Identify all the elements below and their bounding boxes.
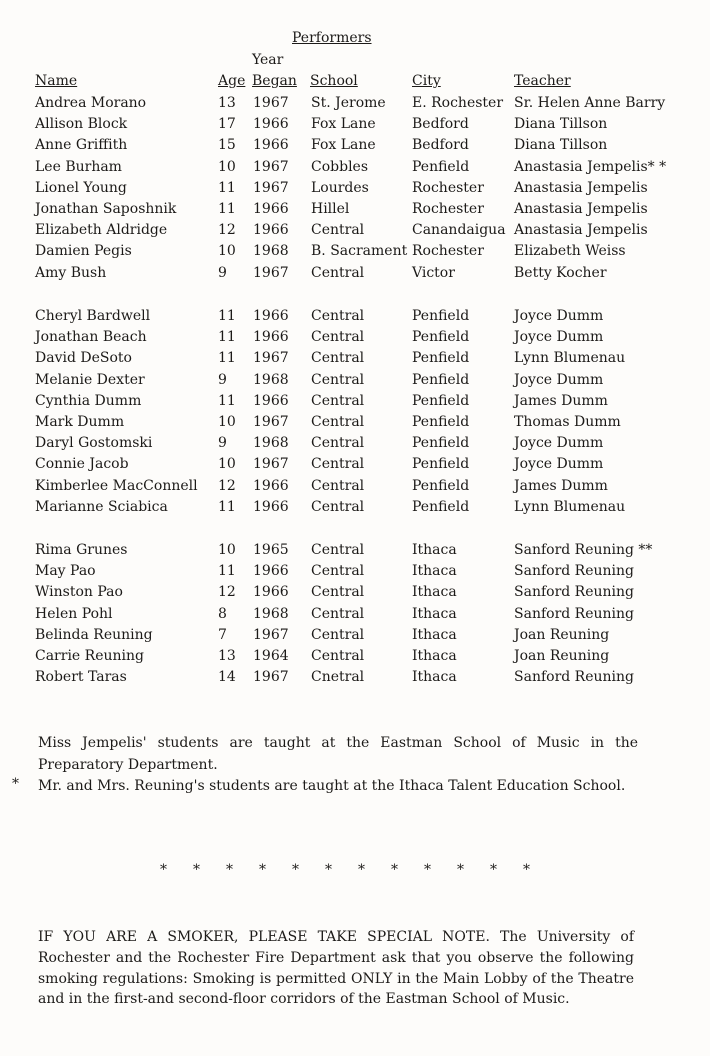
cell-age: 11 bbox=[218, 201, 236, 217]
cell-school: Lourdes bbox=[311, 179, 369, 196]
table-row bbox=[0, 414, 710, 435]
cell-school: B. Sacrament bbox=[311, 243, 408, 260]
cell-year: 1968 bbox=[253, 371, 289, 388]
cell-year: 1966 bbox=[253, 201, 289, 217]
cell-school: Central bbox=[311, 222, 365, 239]
cell-school: Central bbox=[311, 371, 365, 388]
cell-age: 11 bbox=[218, 308, 236, 324]
table-row bbox=[0, 222, 710, 243]
cell-teacher: Joyce Dumm bbox=[514, 456, 604, 473]
cell-year: 1966 bbox=[253, 308, 289, 324]
cell-school: Cnetral bbox=[311, 669, 365, 686]
cell-year: 1968 bbox=[253, 605, 289, 622]
cell-name: Andrea Morano bbox=[35, 95, 147, 111]
cell-city: Ithaca bbox=[412, 669, 457, 686]
cell-name: Allison Block bbox=[35, 116, 128, 133]
cell-year: 1967 bbox=[253, 456, 289, 473]
header-school: School bbox=[310, 73, 358, 89]
cell-city: Canandaigua bbox=[412, 222, 506, 239]
cell-teacher: Sanford Reuning bbox=[514, 605, 634, 622]
cell-year: 1968 bbox=[253, 243, 289, 260]
separator-star: * bbox=[292, 862, 299, 878]
cell-name: Anne Griffith bbox=[35, 137, 128, 154]
cell-age: 10 bbox=[218, 243, 236, 260]
cell-city: Penfield bbox=[412, 414, 470, 430]
table-row bbox=[0, 478, 710, 499]
separator-star: * bbox=[358, 862, 365, 878]
cell-city: Bedford bbox=[412, 137, 469, 154]
table-row bbox=[0, 435, 710, 456]
cell-year: 1967 bbox=[253, 350, 289, 367]
cell-name: May Pao bbox=[35, 563, 96, 580]
table-row bbox=[0, 372, 710, 393]
cell-teacher: Lynn Blumenau bbox=[514, 498, 626, 515]
cell-age: 11 bbox=[218, 350, 236, 367]
cell-school: Central bbox=[311, 329, 365, 346]
separator-star: * bbox=[226, 862, 233, 878]
cell-name: Lee Burham bbox=[35, 158, 122, 175]
cell-age: 15 bbox=[218, 137, 236, 154]
cell-city: Victor bbox=[412, 264, 455, 281]
cell-teacher: Joyce Dumm bbox=[514, 308, 604, 324]
cell-age: 12 bbox=[218, 222, 236, 239]
separator-star: * bbox=[457, 862, 464, 878]
cell-city: Rochester bbox=[412, 243, 484, 260]
cell-teacher: Diana Tillson bbox=[514, 137, 608, 154]
cell-age: 11 bbox=[218, 179, 236, 196]
cell-age: 9 bbox=[218, 435, 227, 452]
cell-city: Penfield bbox=[412, 158, 470, 175]
separator-star: * bbox=[259, 862, 266, 878]
cell-teacher: James Dumm bbox=[514, 477, 608, 494]
cell-name: Damien Pegis bbox=[35, 243, 132, 260]
cell-age: 17 bbox=[218, 116, 236, 133]
cell-name: Mark Dumm bbox=[35, 414, 125, 430]
cell-name: Amy Bush bbox=[35, 264, 107, 281]
cell-name: Cheryl Bardwell bbox=[35, 308, 151, 324]
cell-name: Daryl Gostomski bbox=[35, 435, 153, 452]
cell-year: 1966 bbox=[253, 498, 289, 515]
table-row bbox=[0, 499, 710, 520]
cell-school: Central bbox=[311, 350, 365, 367]
cell-age: 11 bbox=[218, 498, 236, 515]
separator-star: * bbox=[424, 862, 431, 878]
cell-city: Ithaca bbox=[412, 648, 457, 664]
cell-school: Hillel bbox=[311, 201, 350, 217]
cell-year: 1966 bbox=[253, 477, 289, 494]
cell-age: 7 bbox=[218, 626, 227, 643]
star-separator bbox=[160, 862, 530, 878]
cell-age: 11 bbox=[218, 329, 236, 346]
cell-teacher: Betty Kocher bbox=[514, 264, 607, 281]
table-row bbox=[0, 116, 710, 137]
cell-school: Central bbox=[311, 542, 365, 558]
cell-city: Ithaca bbox=[412, 563, 457, 580]
cell-city: Penfield bbox=[412, 498, 470, 515]
cell-school: Central bbox=[311, 392, 365, 409]
page-title: Performers bbox=[292, 30, 372, 46]
header-name: Name bbox=[35, 73, 78, 89]
header-age: Age bbox=[218, 73, 246, 89]
cell-year: 1967 bbox=[253, 264, 289, 281]
cell-name: Cynthia Dumm bbox=[35, 392, 142, 409]
table-row bbox=[0, 329, 710, 350]
note-jempelis: Miss Jempelis' students are taught at the Eastman School of Music in the Preparatory Department. bbox=[38, 735, 638, 773]
cell-school: Central bbox=[311, 414, 365, 430]
table-row bbox=[0, 308, 710, 329]
cell-city: Penfield bbox=[412, 456, 470, 473]
cell-year: 1966 bbox=[253, 563, 289, 580]
separator-star: * bbox=[523, 862, 530, 878]
cell-teacher: Joyce Dumm bbox=[514, 435, 604, 452]
cell-teacher: Anastasia Jempelis bbox=[514, 222, 648, 239]
cell-year: 1967 bbox=[253, 626, 289, 643]
cell-age: 11 bbox=[218, 392, 236, 409]
cell-year: 1966 bbox=[253, 329, 289, 346]
cell-teacher: Joyce Dumm bbox=[514, 329, 604, 346]
cell-name: Helen Pohl bbox=[35, 605, 113, 622]
cell-name: Rima Grunes bbox=[35, 542, 128, 558]
cell-city: Penfield bbox=[412, 350, 470, 367]
cell-school: Central bbox=[311, 456, 365, 473]
cell-age: 12 bbox=[218, 477, 236, 494]
cell-name: Connie Jacob bbox=[35, 456, 129, 473]
cell-age: 10 bbox=[218, 456, 236, 473]
cell-school: Central bbox=[311, 477, 365, 494]
cell-teacher: Anastasia Jempelis bbox=[514, 201, 648, 217]
cell-year: 1966 bbox=[253, 137, 289, 154]
cell-name: Elizabeth Aldridge bbox=[35, 222, 168, 239]
cell-city: Bedford bbox=[412, 116, 469, 133]
cell-teacher: Anastasia Jempelis bbox=[514, 179, 648, 196]
cell-age: 9 bbox=[218, 371, 227, 388]
table-row bbox=[0, 159, 710, 180]
cell-city: Rochester bbox=[412, 179, 484, 196]
header-year-began: Began bbox=[252, 73, 297, 89]
header-teacher: Teacher bbox=[514, 73, 571, 89]
cell-city: Ithaca bbox=[412, 542, 457, 558]
cell-age: 12 bbox=[218, 584, 236, 601]
cell-teacher: Joan Reuning bbox=[514, 648, 610, 664]
cell-year: 1968 bbox=[253, 435, 289, 452]
cell-teacher: James Dumm bbox=[514, 392, 608, 409]
cell-teacher: Joyce Dumm bbox=[514, 371, 604, 388]
cell-year: 1966 bbox=[253, 584, 289, 601]
cell-city: Penfield bbox=[412, 308, 470, 324]
cell-city: Ithaca bbox=[412, 626, 457, 643]
cell-age: 8 bbox=[218, 605, 227, 622]
cell-teacher: Diana Tillson bbox=[514, 116, 608, 133]
cell-city: Ithaca bbox=[412, 584, 457, 601]
cell-city: Rochester bbox=[412, 201, 484, 217]
cell-year: 1966 bbox=[253, 116, 289, 133]
cell-school: Fox Lane bbox=[311, 116, 376, 133]
note-marker: * bbox=[12, 776, 19, 792]
cell-name: Belinda Reuning bbox=[35, 626, 153, 643]
cell-city: Ithaca bbox=[412, 605, 457, 622]
table-row bbox=[0, 669, 710, 690]
cell-name: Robert Taras bbox=[35, 669, 127, 686]
cell-school: Central bbox=[311, 563, 365, 580]
cell-year: 1966 bbox=[253, 222, 289, 239]
cell-city: E. Rochester bbox=[412, 95, 504, 111]
cell-year: 1967 bbox=[253, 95, 289, 111]
cell-age: 14 bbox=[218, 669, 236, 686]
cell-teacher: Joan Reuning bbox=[514, 626, 610, 643]
cell-teacher: Elizabeth Weiss bbox=[514, 243, 626, 260]
cell-name: Jonathan Saposhnik bbox=[35, 201, 177, 217]
cell-age: 13 bbox=[218, 95, 236, 111]
cell-name: Jonathan Beach bbox=[35, 329, 147, 346]
cell-name: Winston Pao bbox=[35, 584, 123, 601]
separator-star: * bbox=[325, 862, 332, 878]
cell-age: 13 bbox=[218, 648, 236, 664]
cell-teacher: Sanford Reuning bbox=[514, 563, 634, 580]
table-row bbox=[0, 627, 710, 648]
year-header-label: Year bbox=[252, 52, 284, 68]
table-row bbox=[0, 542, 710, 563]
cell-age: 10 bbox=[218, 414, 236, 430]
cell-city: Penfield bbox=[412, 435, 470, 452]
cell-city: Penfield bbox=[412, 371, 470, 388]
cell-teacher: Lynn Blumenau bbox=[514, 350, 626, 367]
cell-age: 10 bbox=[218, 158, 236, 175]
cell-school: Central bbox=[311, 308, 365, 324]
table-row bbox=[0, 350, 710, 371]
table-row bbox=[0, 584, 710, 605]
cell-school: Central bbox=[311, 498, 365, 515]
cell-school: Central bbox=[311, 264, 365, 281]
cell-school: Central bbox=[311, 605, 365, 622]
table-row bbox=[0, 95, 710, 116]
cell-school: Central bbox=[311, 626, 365, 643]
table-row bbox=[0, 180, 710, 201]
header-city: City bbox=[412, 73, 441, 89]
note-reuning: Mr. and Mrs. Reuning's students are taught at the Ithaca Talent Education School. bbox=[38, 778, 626, 794]
cell-teacher: Anastasia Jempelis* * bbox=[514, 158, 667, 175]
cell-name: Lionel Young bbox=[35, 179, 127, 196]
cell-teacher: Thomas Dumm bbox=[514, 414, 621, 430]
cell-teacher: Sanford Reuning bbox=[514, 584, 634, 601]
cell-school: Fox Lane bbox=[311, 137, 376, 154]
cell-name: Carrie Reuning bbox=[35, 648, 144, 664]
cell-year: 1967 bbox=[253, 669, 289, 686]
cell-teacher: Sanford Reuning bbox=[514, 669, 634, 686]
table-row bbox=[0, 137, 710, 158]
table-row bbox=[0, 393, 710, 414]
table-row bbox=[0, 201, 710, 222]
cell-age: 9 bbox=[218, 264, 227, 281]
cell-year: 1967 bbox=[253, 158, 289, 175]
cell-year: 1966 bbox=[253, 392, 289, 409]
cell-city: Penfield bbox=[412, 477, 470, 494]
smoking-notice: IF YOU ARE A SMOKER, PLEASE TAKE SPECIAL NOTE. The University of Rochester and the Rochester Fire Department ask that you observe the following smoking regulations: Smoking is permitted ONLY in the Main Lobby of the Theatre and in the first-and second-floor corridors of the Eastman School of Music. bbox=[38, 929, 634, 1008]
cell-name: Kimberlee MacConnell bbox=[35, 477, 198, 494]
table-row bbox=[0, 648, 710, 669]
cell-teacher: Sanford Reuning ** bbox=[514, 542, 653, 558]
cell-school: Central bbox=[311, 435, 365, 452]
table-row bbox=[0, 563, 710, 584]
cell-year: 1965 bbox=[253, 542, 289, 558]
cell-teacher: Sr. Helen Anne Barry bbox=[514, 95, 666, 111]
separator-star: * bbox=[391, 862, 398, 878]
cell-name: David DeSoto bbox=[35, 350, 132, 367]
separator-star: * bbox=[160, 862, 167, 878]
table-row bbox=[0, 265, 710, 286]
table-row bbox=[0, 243, 710, 264]
table-row bbox=[0, 456, 710, 477]
cell-name: Melanie Dexter bbox=[35, 371, 145, 388]
separator-star: * bbox=[193, 862, 200, 878]
cell-city: Penfield bbox=[412, 392, 470, 409]
cell-school: Cobbles bbox=[311, 158, 369, 175]
cell-school: Central bbox=[311, 648, 365, 664]
cell-age: 10 bbox=[218, 542, 236, 558]
cell-name: Marianne Sciabica bbox=[35, 498, 168, 515]
cell-year: 1967 bbox=[253, 414, 289, 430]
cell-year: 1964 bbox=[253, 648, 289, 664]
table-row bbox=[0, 606, 710, 627]
cell-school: Central bbox=[311, 584, 365, 601]
cell-city: Penfield bbox=[412, 329, 470, 346]
cell-school: St. Jerome bbox=[311, 95, 386, 111]
cell-age: 11 bbox=[218, 563, 236, 580]
separator-star: * bbox=[490, 862, 497, 878]
cell-year: 1967 bbox=[253, 179, 289, 196]
